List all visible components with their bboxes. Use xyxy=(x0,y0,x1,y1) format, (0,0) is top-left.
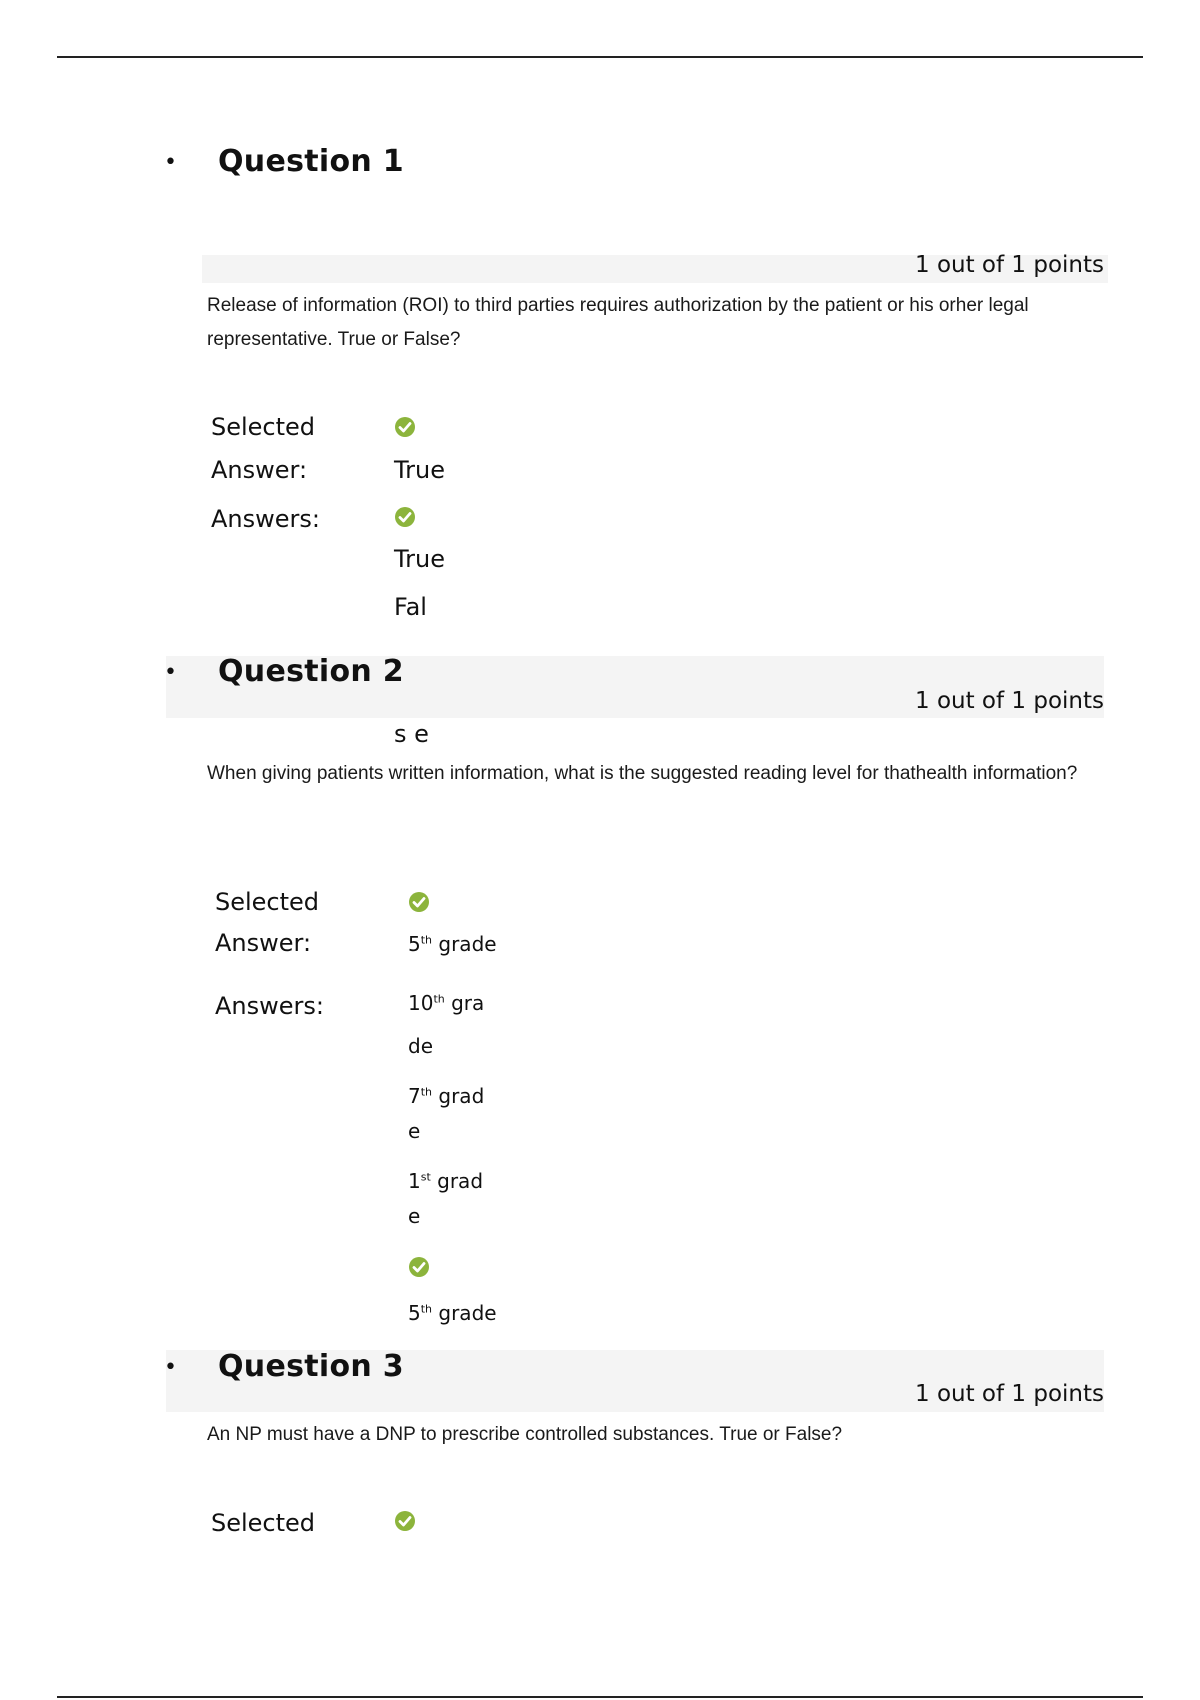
question-2-text: When giving patients written information, what is the suggested reading level for thathealth information? xyxy=(207,763,1078,784)
question-1-selected-answer: True xyxy=(394,456,445,484)
question-2-answers-label: Answers: xyxy=(215,992,324,1020)
question-2-answer-option-cont: e xyxy=(408,1119,421,1143)
top-rule xyxy=(57,56,1143,58)
question-1-answers-label: Answers: xyxy=(211,505,320,533)
question-2-answer-option: 7th grad xyxy=(408,1084,485,1108)
question-2-selected-answer: 5th grade xyxy=(408,932,497,956)
question-1-title: Question 1 xyxy=(218,144,404,179)
check-circle-icon xyxy=(394,1510,416,1532)
question-2-answer-option: 5th grade xyxy=(408,1301,497,1325)
question-1-answer-option: Fal xyxy=(394,593,427,621)
question-2-points: 1 out of 1 points xyxy=(915,688,1104,714)
question-2-title: Question 2 xyxy=(218,654,404,689)
question-2-answer-option: 1st grad xyxy=(408,1169,484,1193)
question-2-answer-option: 10th gra xyxy=(408,991,485,1015)
question-2-answer-option-cont: de xyxy=(408,1034,433,1058)
question-3-selected-label: Selected xyxy=(211,1509,316,1537)
bullet-icon: • xyxy=(164,150,177,175)
check-circle-icon xyxy=(408,1256,430,1278)
question-1-selected-label: Selected xyxy=(211,413,316,441)
question-2-answer-option-cont: e xyxy=(408,1204,421,1228)
bottom-rule xyxy=(57,1696,1143,1698)
question-1-points: 1 out of 1 points xyxy=(915,252,1104,278)
question-3-text: An NP must have a DNP to prescribe controlled substances. True or False? xyxy=(207,1424,843,1445)
check-circle-icon xyxy=(408,891,430,913)
question-3-title: Question 3 xyxy=(218,1349,404,1384)
question-2-answer-label: Answer: xyxy=(215,929,312,957)
question-2-selected-label: Selected xyxy=(215,888,320,916)
question-3-points: 1 out of 1 points xyxy=(915,1381,1104,1407)
question-1-answer-option: True xyxy=(394,545,445,573)
bullet-icon: • xyxy=(164,660,177,685)
check-circle-icon xyxy=(394,416,416,438)
bullet-icon: • xyxy=(164,1355,177,1380)
question-1-answer-label: Answer: xyxy=(211,456,308,484)
question-1-answer-option: s e xyxy=(394,720,429,748)
question-1-text: Release of information (ROI) to third parties requires authorization by the patient or his orher legal representative. True or False? xyxy=(207,295,1029,350)
check-circle-icon xyxy=(394,506,416,528)
